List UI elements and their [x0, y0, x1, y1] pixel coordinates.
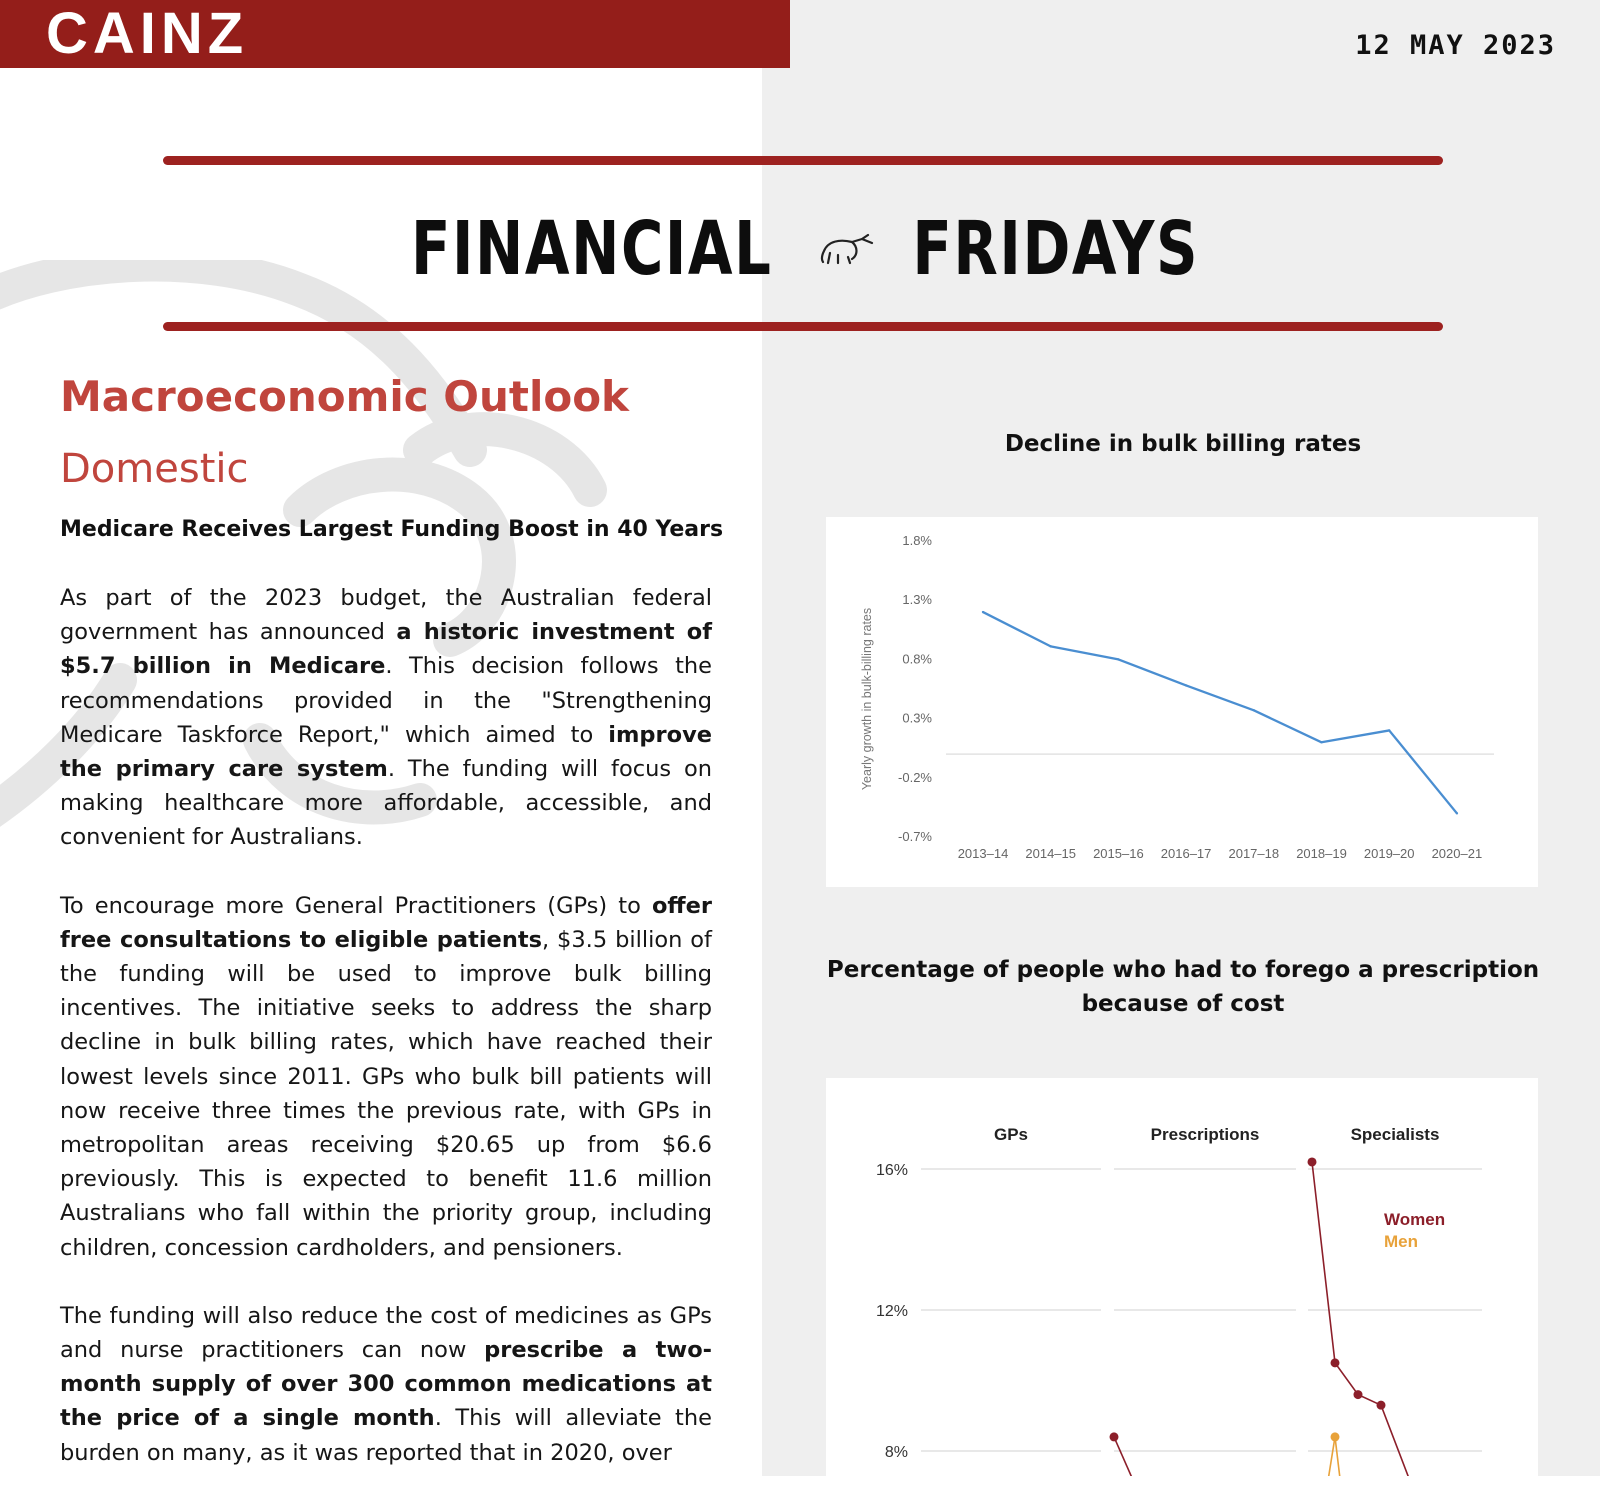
chart-2-panel-label: GPs [993, 1125, 1029, 1144]
article-emphasis: improve the primary care system [60, 721, 712, 783]
chart-2-women-point [1110, 1432, 1119, 1441]
chart-1-card [826, 517, 1538, 887]
chart-2-men-line [1327, 1437, 1335, 1476]
chart-2-panel-label: Specialists [1350, 1125, 1440, 1144]
chart-2-card [826, 1078, 1538, 1476]
article-paragraph-3 [60, 1299, 712, 1470]
article-headline: Medicare Receives Largest Funding Boost in 40 Years [60, 517, 724, 542]
chart-1-data-point [1050, 645, 1052, 647]
chart-1-x-tick: 2016–17 [1160, 846, 1212, 861]
chart-2-women-point [1331, 1358, 1340, 1367]
article-text: To encourage more General Practitioners (GPs) to [60, 892, 652, 919]
section-title: Macroeconomic Outlook [60, 372, 629, 421]
chart-2-women-point [1354, 1390, 1363, 1399]
article-body [60, 581, 712, 1504]
chart-2-women-line [1114, 1437, 1136, 1476]
article-emphasis: prescribe a two-month supply of over 300 common medications at the price of a single month [60, 1337, 712, 1432]
chart-1-data-point [1388, 729, 1390, 731]
masthead-bottom-rule [163, 322, 1443, 331]
chart-1-y-axis-label: Yearly growth in bulk-billing rates [860, 607, 874, 791]
chart-1-data-point [1117, 658, 1119, 660]
bulk-billing-line-chart [826, 517, 1538, 887]
article-text: As part of the 2023 budget, the Australian federal government has announced [60, 585, 712, 646]
chart-1-x-tick: 2014–15 [1025, 846, 1077, 861]
masthead [0, 206, 1600, 292]
article-text: , $3.5 billion of the funding will be used to improve bulk billing incentives. The initiative seeks to address the sharp decline in bulk billing rates, which have reached their lowest levels since 2011. GPs who bulk bill patients will now receive three times the previous rate, with GPs in metropolitan areas receiving $20.65 up from $6.6 previously. This is expected to benefit 11.6 million Australians who fall within the priority group, including children, concession cardholders, and pensioners. [60, 926, 712, 1261]
chart-1-y-tick: 1.3% [902, 592, 932, 608]
brand-logo[interactable]: CAINZ [46, 1, 249, 66]
article-text: . This decision follows the recommendations provided in the "Strengthening Medicare Taskforce Report," which aimed to [60, 653, 712, 748]
issue-date: 12 MAY 2023 [1355, 30, 1556, 61]
chart-2-women-point [1377, 1401, 1386, 1410]
subsection-title: Domestic [60, 446, 249, 492]
chart-1-y-tick: -0.2% [898, 769, 932, 785]
chart-1-data-point [1185, 684, 1187, 686]
chart-1-x-tick: 2019–20 [1363, 846, 1415, 861]
masthead-left-word: FINANCIAL [410, 206, 773, 292]
article-emphasis: a historic investment of $5.7 billion in Medicare [60, 619, 712, 680]
chart-1-y-tick: 0.8% [902, 651, 932, 667]
chart-2-panel-label: Prescriptions [1150, 1125, 1260, 1144]
chart-1-y-tick: -0.7% [898, 829, 932, 844]
article-emphasis: offer free consultations to eligible patients [60, 892, 712, 953]
chart-2-y-tick: 8% [884, 1444, 908, 1461]
chart-2-title: Percentage of people who had to forego a prescription because of cost [826, 957, 1540, 1017]
chart-1-data-point [1456, 812, 1458, 814]
article-text: . The funding will focus on making healthcare more affordable, accessible, and convenient for Australians. [60, 756, 712, 851]
article-paragraph-2 [60, 889, 712, 1265]
chart-2-women-point [1308, 1157, 1317, 1166]
chart-1-x-tick: 2015–16 [1093, 846, 1144, 861]
chart-1-x-tick: 2013–14 [957, 846, 1009, 861]
chart-1-y-tick: 0.3% [902, 710, 932, 726]
chart-2-y-tick: 16% [875, 1162, 908, 1179]
article-text: . This will alleviate the burden on many, as it was reported that in 2020, over [60, 1405, 712, 1466]
chart-1-series-line [983, 612, 1457, 813]
chart-2-y-tick: 12% [875, 1303, 908, 1320]
chart-1-data-point [1320, 741, 1322, 743]
article-paragraph-1 [60, 581, 712, 855]
chart-1-x-tick: 2017–18 [1228, 846, 1280, 861]
chart-1-x-tick: 2018–19 [1296, 846, 1347, 861]
chart-1-x-tick: 2020–21 [1431, 846, 1483, 861]
article-text: The funding will also reduce the cost of medicines as GPs and nurse practitioners can now [60, 1302, 712, 1364]
forego-care-line-chart [826, 1078, 1538, 1476]
bull-icon [818, 229, 878, 269]
masthead-top-rule [163, 156, 1443, 165]
chart-1-title: Decline in bulk billing rates [1004, 431, 1362, 457]
chart-1-data-point [982, 611, 984, 613]
masthead-right-word: FRIDAYS [912, 206, 1200, 292]
chart-1-data-point [1253, 709, 1255, 711]
brand-header-bar [0, 0, 790, 68]
chart-2-men-point [1331, 1432, 1340, 1441]
chart-2-men-line [1335, 1437, 1341, 1476]
chart-1-y-tick: 1.8% [902, 533, 932, 548]
chart-2-legend-entry: Men [1384, 1232, 1418, 1251]
chart-2-legend-entry: Women [1384, 1210, 1446, 1229]
